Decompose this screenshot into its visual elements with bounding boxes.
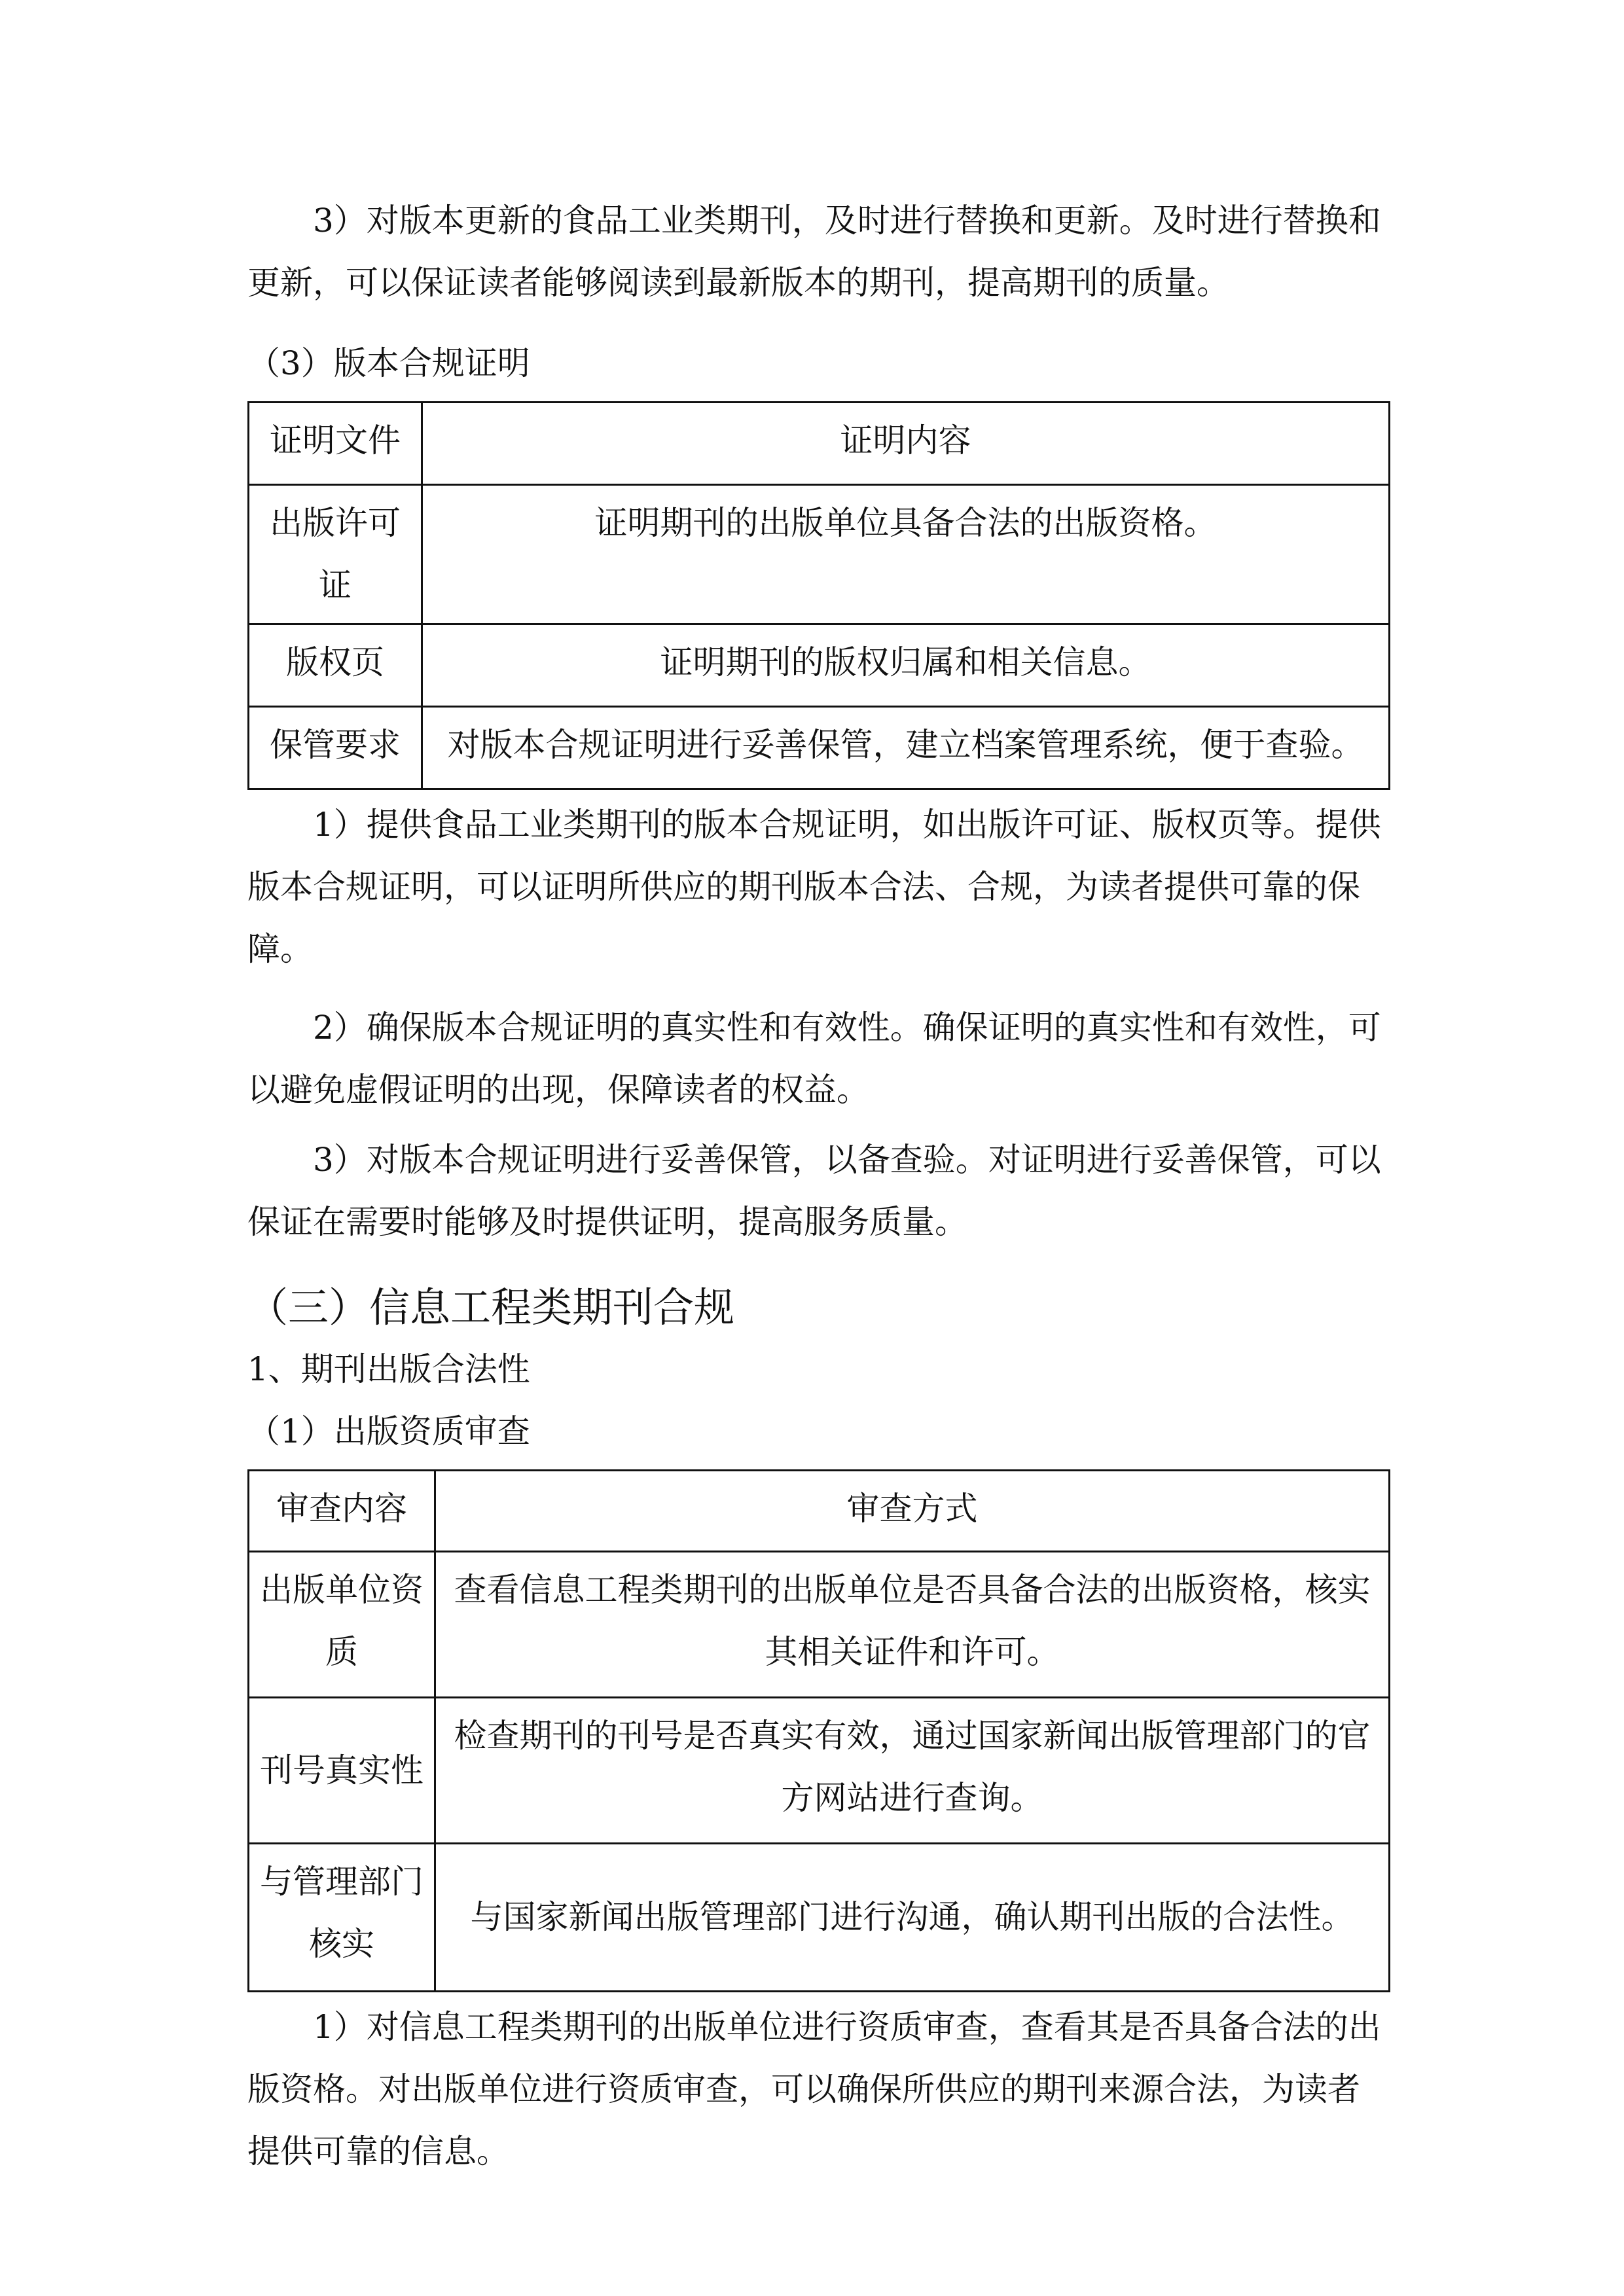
table-cell: 版权页: [249, 624, 422, 707]
table-row: [249, 707, 1390, 789]
paragraph: 2）确保版本合规证明的真实性和有效性。确保证明的真实性和有效性，可以避免虚假证明的出现，保障读者的权益。: [247, 1009, 1381, 1109]
page-content: [247, 0, 1390, 2261]
subheading: （3）版本合规证明: [247, 344, 530, 382]
table-cell: 证明期刊的版权归属和相关信息。: [422, 624, 1390, 707]
section-heading: （三）信息工程类期刊合规: [247, 1283, 735, 1331]
table-cell: 证明期刊的出版单位具备合法的出版资格。: [422, 485, 1390, 624]
table-cell: 刊号真实性: [249, 1698, 435, 1844]
table-header-row: [249, 403, 1390, 485]
table-header: 审查内容: [249, 1471, 435, 1552]
subheading: （1）出版资质审查: [247, 1412, 530, 1450]
table-cell: 查看信息工程类期刊的出版单位是否具备合法的出版资格，核实其相关证件和许可。: [435, 1552, 1390, 1698]
table-header: 证明内容: [422, 403, 1390, 485]
table-cell: 出版许可证: [249, 485, 422, 624]
paragraph: 3）对版本更新的食品工业类期刊，及时进行替换和更新。及时进行替换和更新，可以保证读者能够阅读到最新版本的期刊，提高期刊的质量。: [247, 202, 1381, 302]
table-row: [249, 1552, 1390, 1698]
table-cell: 与国家新闻出版管理部门进行沟通，确认期刊出版的合法性。: [435, 1844, 1390, 1992]
table-header-row: [249, 1471, 1390, 1552]
table-cell: 检查期刊的刊号是否真实有效，通过国家新闻出版管理部门的官方网站进行查询。: [435, 1698, 1390, 1844]
compliance-proof-table: [247, 401, 1390, 790]
paragraph: 1）对信息工程类期刊的出版单位进行资质审查，查看其是否具备合法的出版资格。对出版单位进行资质审查，可以确保所供应的期刊来源合法，为读者提供可靠的信息。: [247, 2008, 1381, 2170]
paragraph: 3）对版本合规证明进行妥善保管，以备查验。对证明进行妥善保管，可以保证在需要时能够及时提供证明，提高服务质量。: [247, 1141, 1381, 1241]
table-cell: 出版单位资质: [249, 1552, 435, 1698]
heading: 1、期刊出版合法性: [247, 1350, 530, 1388]
qualification-review-table: [247, 1469, 1390, 1992]
table-cell: 对版本合规证明进行妥善保管，建立档案管理系统，便于查验。: [422, 707, 1390, 789]
table-row: [249, 485, 1390, 624]
table-row: [249, 1698, 1390, 1844]
table-cell: 保管要求: [249, 707, 422, 789]
table-row: [249, 624, 1390, 707]
table-cell: 与管理部门核实: [249, 1844, 435, 1992]
table-row: [249, 1844, 1390, 1992]
paragraph: 1）提供食品工业类期刊的版本合规证明，如出版许可证、版权页等。提供版本合规证明，可以证明所供应的期刊版本合法、合规，为读者提供可靠的保障。: [247, 806, 1381, 968]
table-header: 审查方式: [435, 1471, 1390, 1552]
table-header: 证明文件: [249, 403, 422, 485]
